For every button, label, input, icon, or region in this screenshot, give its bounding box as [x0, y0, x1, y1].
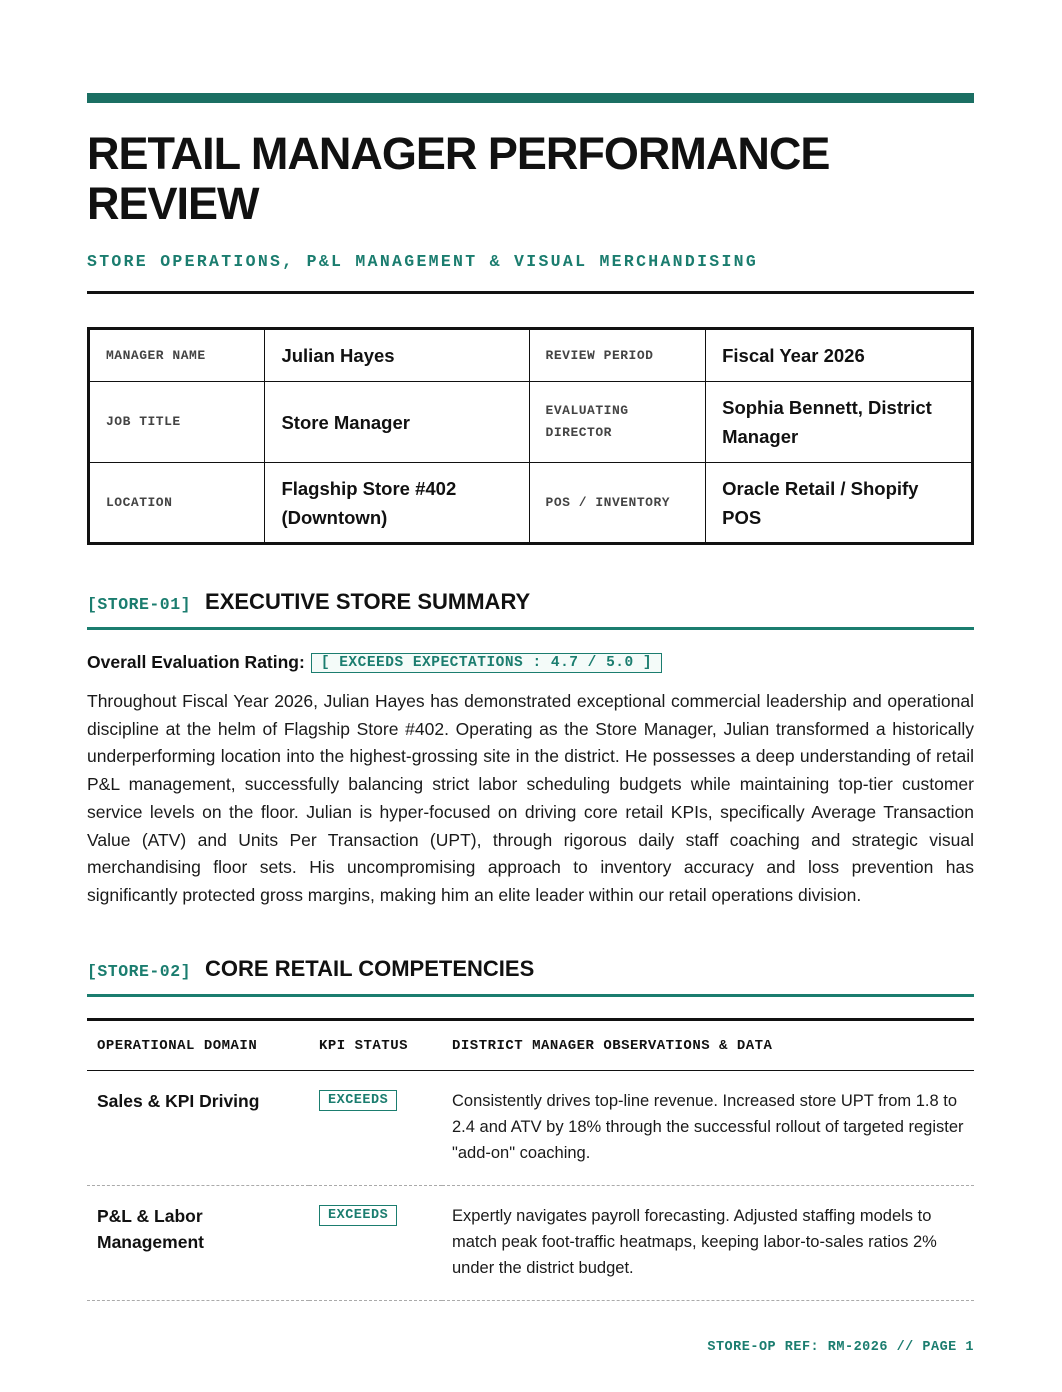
info-row	[89, 329, 973, 382]
job-title-value: Store Manager	[265, 382, 529, 463]
observation-cell: Expertly navigates payroll forecasting. Adjusted staffing models to match peak foot-traffic heatmaps, keeping labor-to-sales ratios 2% under the district budget.	[442, 1185, 974, 1300]
document-title: RETAIL MANAGER PERFORMANCE REVIEW	[87, 128, 830, 229]
observation-cell: Consistently drives top-line revenue. Increased store UPT from 1.8 to 2.4 and ATV by 18% through the successful rollout of targeted register "add-on" coaching.	[442, 1070, 974, 1185]
pos-label: POS / INVENTORY	[529, 463, 706, 544]
director-value: Sophia Bennett, District Manager	[706, 382, 973, 463]
column-header-observations: DISTRICT MANAGER OBSERVATIONS & DATA	[442, 1019, 974, 1070]
table-header-row	[87, 1019, 974, 1070]
table-row	[87, 1070, 974, 1185]
page-footer-reference: STORE-OP REF: RM-2026 // PAGE 1	[707, 1340, 974, 1355]
manager-name-label: MANAGER NAME	[89, 329, 265, 382]
domain-cell: P&L & Labor Management	[87, 1185, 309, 1300]
job-title-label: JOB TITLE	[89, 382, 265, 463]
info-row	[89, 382, 973, 463]
rating-badge: [ EXCEEDS EXPECTATIONS : 4.7 / 5.0 ]	[311, 653, 662, 673]
info-row	[89, 463, 973, 544]
employee-info-table	[87, 327, 974, 545]
location-value: Flagship Store #402 (Downtown)	[265, 463, 529, 544]
section-divider	[87, 627, 974, 630]
top-accent-bar	[87, 93, 974, 103]
table-row	[87, 1185, 974, 1300]
column-header-domain: OPERATIONAL DOMAIN	[87, 1019, 309, 1070]
review-page	[87, 93, 974, 1301]
domain-cell: Sales & KPI Driving	[87, 1070, 309, 1185]
document-subtitle: STORE OPERATIONS, P&L MANAGEMENT & VISUAL MERCHANDISING	[87, 252, 759, 271]
competencies-table	[87, 1018, 974, 1301]
column-header-status: KPI STATUS	[309, 1019, 442, 1070]
section-title: EXECUTIVE STORE SUMMARY	[205, 589, 531, 614]
core-competencies-section	[87, 956, 974, 1301]
pos-value: Oracle Retail / Shopify POS	[706, 463, 973, 544]
review-period-label: REVIEW PERIOD	[529, 329, 706, 382]
section-header	[87, 589, 974, 615]
status-cell	[309, 1070, 442, 1185]
location-label: LOCATION	[89, 463, 265, 544]
review-period-value: Fiscal Year 2026	[706, 329, 973, 382]
section-code: [STORE-02]	[87, 961, 192, 981]
status-cell	[309, 1185, 442, 1300]
executive-summary-section	[87, 589, 974, 910]
manager-name-value: Julian Hayes	[265, 329, 529, 382]
section-header	[87, 956, 974, 982]
status-badge: EXCEEDS	[319, 1205, 397, 1226]
status-badge: EXCEEDS	[319, 1090, 397, 1111]
summary-paragraph: Throughout Fiscal Year 2026, Julian Hayes has demonstrated exceptional commercial leadership and operational discipline at the helm of Flagship Store #402. Operating as the Store Manager, Julian transformed a historically underperforming location into the highest-grossing site in the district. He possesses a deep understanding of retail P&L management, successfully balancing strict labor scheduling budgets while maintaining top-tier customer service levels on the floor. Julian is hyper-focused on driving core retail KPIs, specifically Average Transaction Value (ATV) and Units Per Transaction (UPT), through rigorous daily staff coaching and strategic visual merchandising floor sets. His uncompromising approach to inventory accuracy and loss prevention has significantly protected gross margins, making him an elite leader within our retail operations division.	[87, 691, 974, 905]
section-code: [STORE-01]	[87, 595, 192, 614]
section-title: CORE RETAIL COMPETENCIES	[205, 955, 535, 981]
section-divider	[87, 994, 974, 997]
header-divider	[87, 291, 974, 294]
rating-label: Overall Evaluation Rating:	[87, 652, 305, 672]
overall-rating	[87, 652, 974, 673]
director-label: EVALUATING DIRECTOR	[529, 382, 706, 463]
